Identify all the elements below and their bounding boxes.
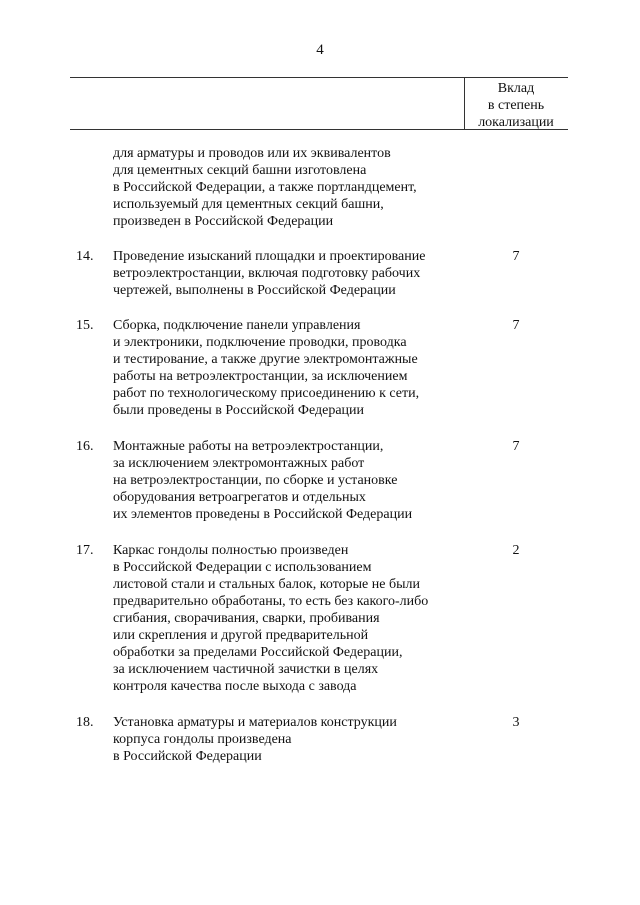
header-line: в степень	[487, 98, 545, 113]
text-line: и тестирование, а также другие электромонтажные	[113, 352, 418, 367]
item-contribution-value: 3	[512, 715, 520, 730]
text-line: Проведение изысканий площадки и проектирование	[113, 249, 426, 264]
item-description	[113, 438, 412, 523]
header-line: Вклад	[497, 81, 535, 96]
text-line: на ветроэлектростанции, по сборке и установке	[113, 473, 398, 488]
text-line: их элементов проведены в Российской Федерации	[113, 507, 413, 522]
text-line: Монтажные работы на ветроэлектростанции,	[113, 439, 384, 454]
item-description	[113, 714, 397, 765]
page-number: 4	[316, 42, 324, 58]
item-contribution-value: 7	[512, 249, 520, 264]
item-number: 15.	[76, 318, 94, 333]
item-contribution-value: 7	[512, 439, 520, 454]
item-number: 14.	[76, 249, 94, 264]
text-line: листовой стали и стальных балок, которые не были	[113, 577, 420, 592]
text-line: Установка арматуры и материалов конструкции	[113, 715, 397, 730]
text-line: для арматуры и проводов или их эквивалентов	[113, 146, 391, 161]
text-line: оборудования ветроагрегатов и отдельных	[113, 490, 366, 505]
text-line: за исключением частичной зачистки в целях	[113, 662, 379, 677]
text-line: работ по технологическому присоединению к сети,	[113, 386, 420, 401]
text-line: корпуса гондолы произведена	[113, 732, 292, 747]
item-description	[113, 317, 419, 419]
item-contribution-value: 7	[512, 318, 520, 333]
text-line: в Российской Федерации, а также портландцемент,	[113, 180, 417, 195]
text-line: и электроники, подключение проводки, проводка	[113, 335, 407, 350]
text-line: предварительно обработаны, то есть без какого-либо	[113, 594, 429, 609]
item-number: 18.	[76, 715, 94, 730]
header-bottom-rule	[70, 129, 568, 130]
text-line: Каркас гондолы полностью произведен	[113, 543, 349, 558]
item-number: 16.	[76, 439, 94, 454]
text-line: обработки за пределами Российской Федерации,	[113, 645, 403, 660]
text-line: в Российской Федерации с использованием	[113, 560, 372, 575]
text-line: Сборка, подключение панели управления	[113, 318, 361, 333]
text-line: контроля качества после выхода с завода	[113, 679, 357, 694]
item-contribution-value: 2	[512, 543, 520, 558]
item-description	[113, 248, 425, 299]
text-line: для цементных секций башни изготовлена	[113, 163, 367, 178]
text-line: чертежей, выполнены в Российской Федерации	[113, 283, 396, 298]
item-number: 17.	[76, 543, 94, 558]
item-description	[113, 542, 428, 695]
text-line: в Российской Федерации	[113, 749, 262, 764]
table-top-rule	[70, 77, 568, 78]
text-line: используемый для цементных секций башни,	[113, 197, 384, 212]
header-line: локализации	[478, 115, 554, 130]
text-line: за исключением электромонтажных работ	[113, 456, 365, 471]
text-line: были проведены в Российской Федерации	[113, 403, 365, 418]
text-line: работы на ветроэлектростанции, за исключением	[113, 369, 408, 384]
continued-item-text	[113, 145, 417, 230]
text-line: или скрепления и другой предварительной	[113, 628, 369, 643]
contribution-column-header	[464, 80, 568, 131]
text-line: ветроэлектростанции, включая подготовку рабочих	[113, 266, 421, 281]
text-line: произведен в Российской Федерации	[113, 214, 334, 229]
text-line: сгибания, сворачивания, сварки, пробивания	[113, 611, 380, 626]
